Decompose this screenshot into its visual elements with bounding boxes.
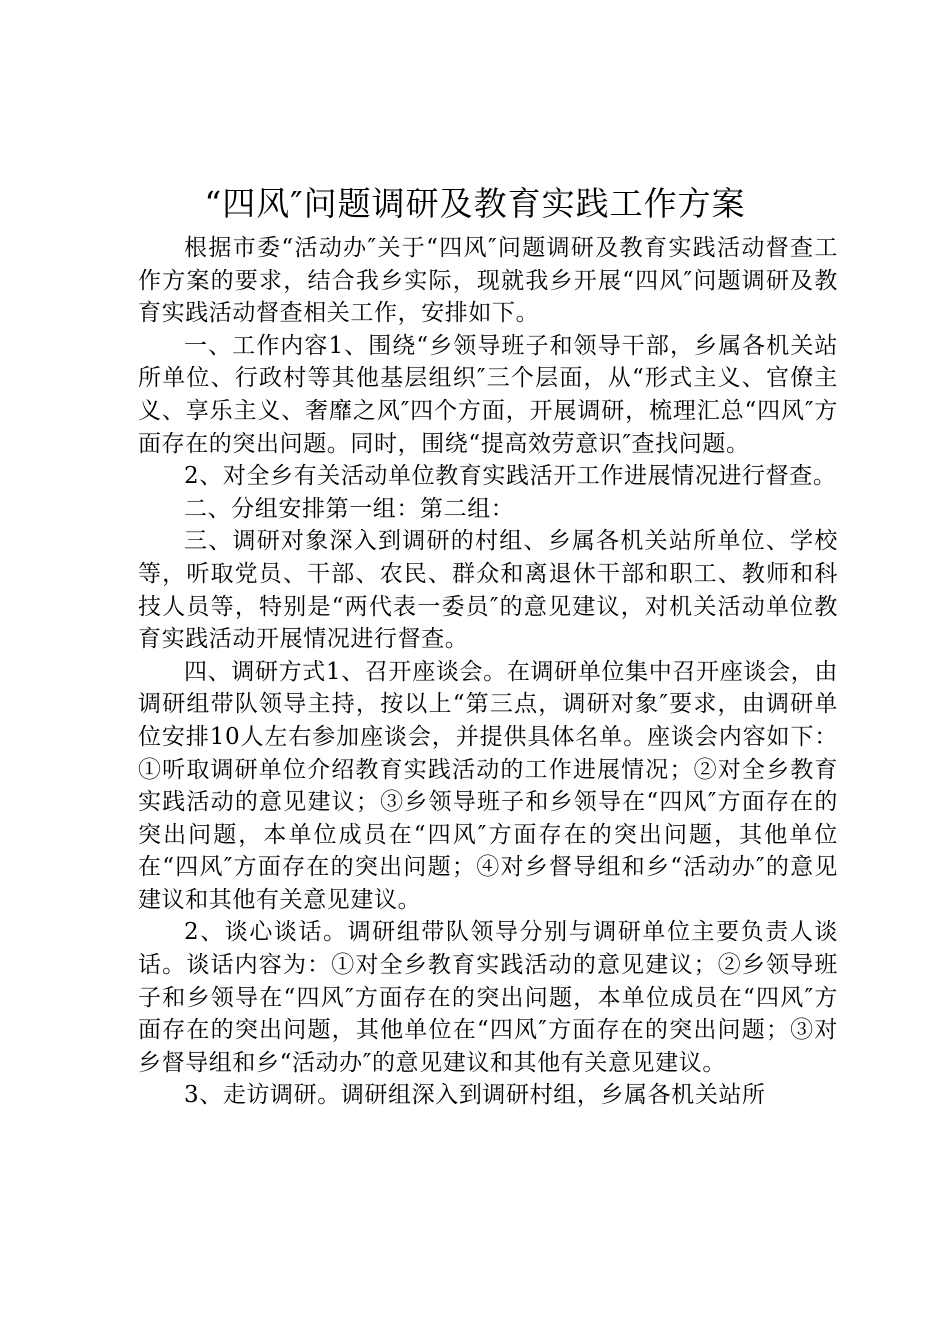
paragraph-field-visits: 3、走访调研。调研组深入到调研村组，乡属各机关站所 [184,1082,766,1109]
paragraph-group-arrangement: 二、分组安排第一组：第二组： [184,495,515,522]
document-body [138,232,838,1112]
document-title: “四风″问题调研及教育实践工作方案 [204,184,746,223]
paragraph-work-content: 一、工作内容1、围绕“乡领导班子和领导干部，乡属各机关站所单位、行政村等其他基层组织″三个层面，从“形式主义、官僚主义、享乐主义、奢靡之风″四个方面，开展调研，梳理汇总“四风″方面存在的突出问题。同时，围绕“提高效劳意识″查找问题。 [138,332,838,457]
paragraph-intro: 根据市委“活动办″关于“四风″问题调研及教育实践活动督查工作方案的要求，结合我乡实际，现就我乡开展“四风″问题调研及教育实践活动督查相关工作，安排如下。 [138,235,838,327]
paragraph-supervision: 2、对全乡有关活动单位教育实践活开工作进展情况进行督查。 [184,463,837,490]
paragraph-research-targets: 三、调研对象深入到调研的村组、乡属各机关站所单位、学校等，听取党员、干部、农民、群众和离退休干部和职工、教师和科技人员等，特别是“两代表一委员″的意见建议，对机关活动单位教育实践活动开展情况进行督查。 [138,528,838,653]
paragraph-research-methods: 四、调研方式1、召开座谈会。在调研单位集中召开座谈会，由调研组带队领导主持，按以上“第三点，调研对象″要求，由调研单位安排10人左右参加座谈会，并提供具体名单。座谈会内容如下：①听取调研单位介绍教育实践活动的工作进展情况；②对全乡教育实践活动的意见建议；③乡领导班子和乡领导在“四风″方面存在的突出问题，本单位成员在“四风″方面存在的突出问题，其他单位在“四风″方面存在的突出问题；④对乡督导组和乡“活动办″的意见建议和其他有关意见建议。 [138,658,838,913]
paragraph-heart-to-heart-talks: 2、谈心谈话。调研组带队领导分别与调研单位主要负责人谈话。谈话内容为：①对全乡教育实践活动的意见建议；②乡领导班子和乡领导在“四风″方面存在的突出问题，本单位成员在“四风″方面存在的突出问题，其他单位在“四风″方面存在的突出问题；③对乡督导组和乡“活动办″的意见建议和其他有关意见建议。 [138,919,838,1076]
